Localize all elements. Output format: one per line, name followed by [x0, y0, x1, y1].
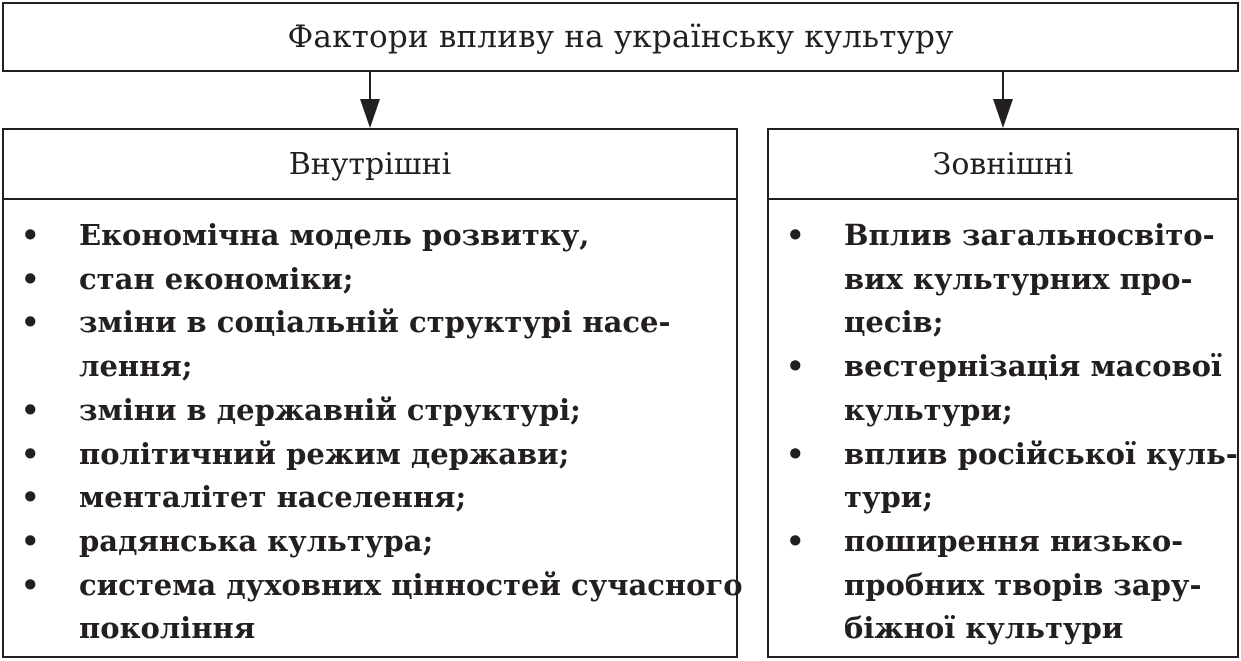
internal-factor-text: менталітет населення; — [79, 480, 467, 515]
internal-factor-text: лення; — [79, 349, 193, 384]
external-factor-text: цесів; — [844, 305, 944, 340]
internal-factors-list — [4, 214, 743, 651]
external-factor-text: вих культурних про- — [844, 261, 1193, 296]
internal-factor-item — [4, 301, 726, 388]
external-factor-text: пробних творів зару- — [844, 567, 1202, 602]
internal-factor-item — [4, 433, 726, 477]
internal-heading: Внутрішні — [4, 130, 736, 200]
external-factor-text: біжної культури — [844, 611, 1124, 646]
internal-factor-text: Економічна модель розвитку, — [79, 218, 590, 252]
bullet-icon: • — [786, 436, 805, 471]
internal-factors-box — [2, 128, 743, 658]
arrow-to-external — [988, 71, 1018, 129]
internal-factor-item — [4, 389, 726, 433]
external-factor-text: тури; — [844, 480, 934, 515]
bullet-icon: • — [21, 218, 40, 252]
bullet-icon: • — [21, 261, 40, 296]
external-factor-text: вестернізація масової — [844, 349, 1222, 384]
external-factor-text: Вплив загальносвіто- — [844, 218, 1215, 252]
internal-factor-text: система духовних цінностей сучасного — [79, 567, 743, 602]
internal-factor-text: зміни в соціальній структурі насе- — [79, 305, 671, 340]
internal-factor-text: стан економіки; — [79, 261, 354, 296]
root-box — [2, 2, 1239, 72]
internal-factor-text: політичний режим держави; — [79, 436, 570, 471]
internal-factor-item — [4, 564, 743, 651]
bullet-icon: • — [786, 218, 805, 252]
bullet-icon: • — [21, 567, 40, 602]
external-factor-item — [769, 214, 1227, 345]
internal-factor-item — [4, 476, 726, 520]
external-factors-list — [769, 214, 1238, 651]
arrow-to-internal — [355, 71, 385, 129]
bullet-icon: • — [21, 523, 40, 558]
bullet-icon: • — [21, 480, 40, 515]
external-factor-text: культури; — [844, 392, 1013, 427]
bullet-icon: • — [786, 349, 805, 384]
external-heading: Зовнішні — [769, 130, 1237, 200]
external-factor-item — [769, 433, 1238, 520]
bullet-icon: • — [21, 305, 40, 340]
external-factor-text: поширення низько- — [844, 523, 1184, 558]
external-factor-item — [769, 520, 1227, 651]
external-factor-text: вплив російської куль- — [844, 436, 1238, 471]
external-factor-item — [769, 345, 1227, 432]
internal-factor-text: покоління — [79, 611, 256, 646]
internal-factor-item — [4, 214, 726, 258]
bullet-icon: • — [786, 523, 805, 558]
external-factors-box — [767, 128, 1239, 658]
bullet-icon: • — [21, 392, 40, 427]
diagram-title: Фактори впливу на українську культуру — [287, 19, 954, 55]
internal-factor-item — [4, 520, 726, 564]
internal-factor-text: радянська культура; — [79, 523, 434, 558]
internal-factor-text: зміни в державній структурі; — [79, 392, 581, 427]
internal-factor-item — [4, 258, 726, 302]
bullet-icon: • — [21, 436, 40, 471]
